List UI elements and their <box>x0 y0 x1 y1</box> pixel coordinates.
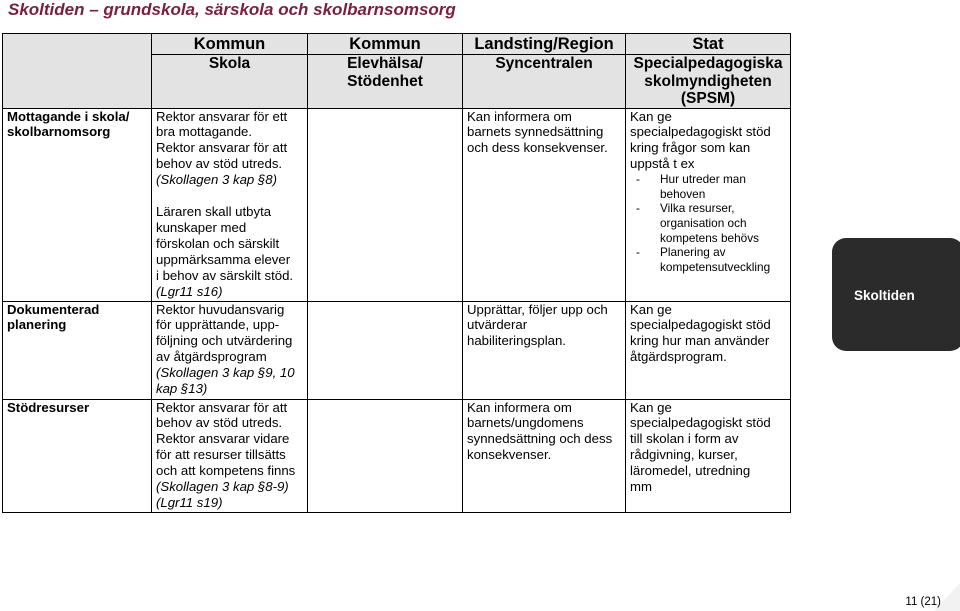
table-row <box>3 108 791 301</box>
list-item: - Vilka resurser, organisation och kompetens behövs <box>630 201 786 245</box>
cell-elevhalsa-stodresurser <box>308 399 463 512</box>
cell-spsm-mottagande: Kan ge specialpedagogiskt stöd kring frågor som kan uppstå t ex - Hur utreder man behoven - Vilka resurser, organisation och kompetens behövs - Planering av kompetensutveckling <box>626 108 791 301</box>
table-row <box>3 301 791 399</box>
cell-spsm-stodresurser: Kan ge specialpedagogiskt stöd till skolan i form av rådgivning, kurser, läromedel, utredning mm <box>626 399 791 512</box>
header-landsting: Landsting/Region <box>463 34 626 55</box>
cell-spsm-dokumenterad: Kan ge specialpedagogiskt stöd kring hur man använder åtgärdsprogram. <box>626 301 791 399</box>
section-tab <box>832 238 960 351</box>
cell-syn-stodresurser: Kan informera om barnets/ungdomens synnedsättning och dess konsekvenser. <box>463 399 626 512</box>
spsm-bullet-list <box>630 172 786 274</box>
row-label-dokumenterad: Dokumenterad planering <box>3 301 152 399</box>
header-skola: Skola <box>152 55 308 109</box>
list-item: - Hur utreder man behoven <box>630 172 786 201</box>
cell-elevhalsa-dokumenterad <box>308 301 463 399</box>
cell-skola-mottagande: Rektor ansvarar för ett bra mottagande. Rektor ansvarar för att behov av stöd utreds. (Skollagen 3 kap §8) Läraren skall utbyta kunskaper med förskolan och särskilt uppmärksamma elever i behov av särskilt stöd. (Lgr11 s16) <box>152 108 308 301</box>
page-title: Skoltiden – grundskola, särskola och skolbarnsomsorg <box>8 0 456 19</box>
header-spsm: Specialpedagogiska skolmyndigheten (SPSM) <box>626 55 791 109</box>
header-elevhalsa: Elevhälsa/ Stödenhet <box>308 55 463 109</box>
header-kommun-2: Kommun <box>308 34 463 55</box>
responsibility-table <box>2 33 791 513</box>
cell-syn-dokumenterad: Upprättar, följer upp och utvärderar habiliteringsplan. <box>463 301 626 399</box>
header-syncentralen: Syncentralen <box>463 55 626 109</box>
row-label-mottagande: Mottagande i skola/ skolbarnomsorg <box>3 108 152 301</box>
row-label-stodresurser: Stödresurser <box>3 399 152 512</box>
page-number: 11 (21) <box>905 596 941 608</box>
section-tab-label: Skoltiden <box>854 288 915 303</box>
cell-elevhalsa-mottagande <box>308 108 463 301</box>
table-row <box>3 399 791 512</box>
cell-skola-dokumenterad: Rektor huvudansvarig för upprättande, upp- följning och utvärdering av åtgärdsprogram (Skollagen 3 kap §9, 10 kap §13) <box>152 301 308 399</box>
header-kommun-1: Kommun <box>152 34 308 55</box>
cell-skola-stodresurser: Rektor ansvarar för att behov av stöd utreds. Rektor ansvarar vidare för att resurser tillsätts och att kompetens finns (Skollagen 3 kap §8-9) (Lgr11 s19) <box>152 399 308 512</box>
header-corner <box>3 34 152 109</box>
list-item: - Planering av kompetensutveckling <box>630 245 786 274</box>
header-row-top <box>3 34 791 55</box>
header-stat: Stat <box>626 34 791 55</box>
cell-syn-mottagande: Kan informera om barnets synnedsättning och dess konsekvenser. <box>463 108 626 301</box>
